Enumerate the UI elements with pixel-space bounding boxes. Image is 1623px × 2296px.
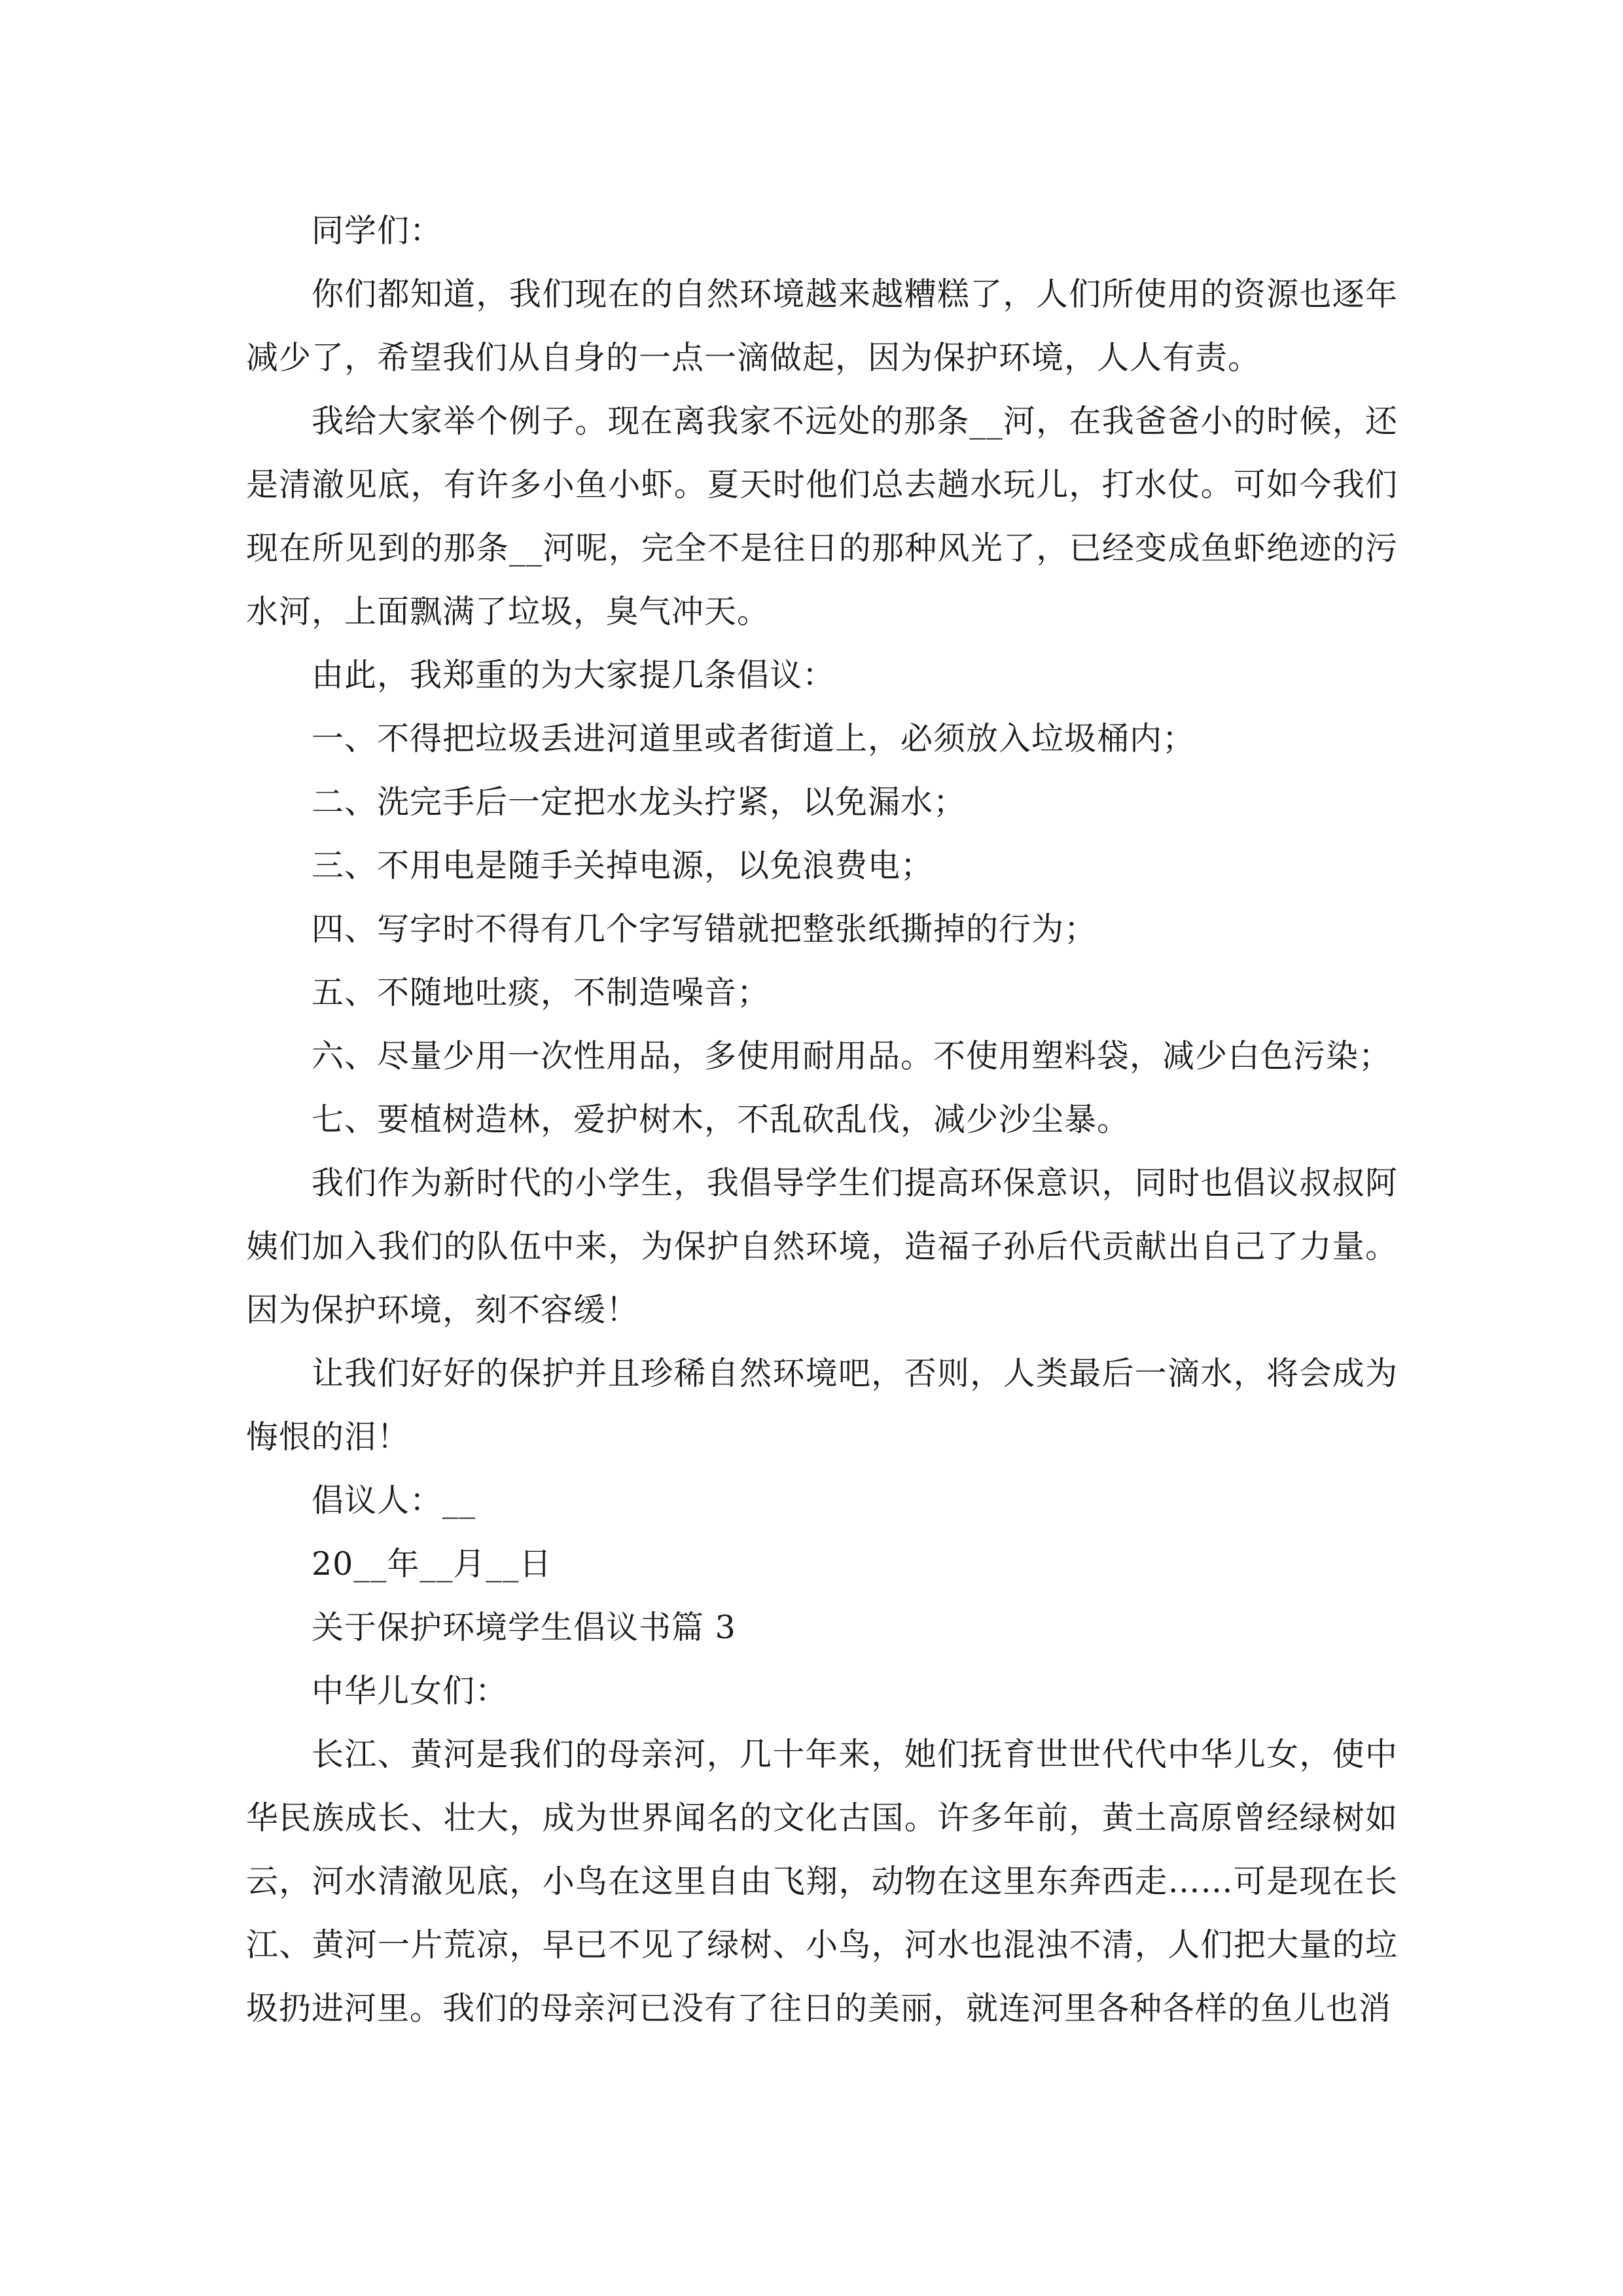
paragraph-rivers: 长江、黄河是我们的母亲河，几十年来，她们抚育世世代代中华儿女，使中华民族成长、壮大，成为世界闻名的文化古国。许多年前，黄土高原曾经绿树如云，河水清澈见底，小鸟在这里自由飞翔，动物在这里东奔西走……可是现在长江、黄河一片荒凉，早已不见了绿树、小鸟，河水也混浊不清，人们把大量的垃圾扔进河里。我们的母亲河已没有了往日的美丽，就连河里各种各样的鱼儿也消 bbox=[246, 1736, 1398, 2027]
paragraph-closing: 让我们好好的保护并且珍稀自然环境吧，否则，人类最后一滴水，将会成为悔恨的泪！ bbox=[246, 1355, 1398, 1456]
proposal-item-6: 六、尽量少用一次性用品，多使用耐用品。不使用塑料袋，减少白色污染； bbox=[312, 1037, 1392, 1075]
signature-line: 倡议人：__ bbox=[312, 1482, 476, 1519]
paragraph-intro: 你们都知道，我们现在的自然环境越来越糟糕了，人们所使用的资源也逐年减少了，希望我们从自身的一点一滴做起，因为保护环境，人人有责。 bbox=[246, 276, 1398, 376]
proposal-item-3: 三、不用电是随手关掉电源，以免浪费电； bbox=[312, 847, 934, 884]
paragraph-example: 我给大家举个例子。现在离我家不远处的那条__河，在我爸爸小的时候，还是清澈见底，有许多小鱼小虾。夏天时他们总去趟水玩儿，打水仗。可如今我们现在所见到的那条__河呢，完全不是往日的那种风光了，已经变成鱼虾绝迹的污水河，上面飘满了垃圾，臭气冲天。 bbox=[246, 403, 1398, 630]
document-body bbox=[246, 199, 1398, 2040]
paragraph-proposal-lead: 由此，我郑重的为大家提几条倡议： bbox=[312, 656, 836, 694]
proposal-item-7: 七、要植树造林，爱护树木，不乱砍乱伐，减少沙尘暴。 bbox=[312, 1101, 1130, 1138]
proposal-item-5: 五、不随地吐痰，不制造噪音； bbox=[312, 974, 770, 1011]
date-line: 20__年__月__日 bbox=[312, 1545, 552, 1583]
proposal-item-1: 一、不得把垃圾丢进河道里或者街道上，必须放入垃圾桶内； bbox=[312, 720, 1196, 757]
salutation: 同学们： bbox=[312, 212, 443, 249]
proposal-item-2: 二、洗完手后一定把水龙头拧紧，以免漏水； bbox=[312, 783, 967, 821]
salutation-2: 中华儿女们： bbox=[312, 1672, 508, 1710]
paragraph-call: 我们作为新时代的小学生，我倡导学生们提高环保意识，同时也倡议叔叔阿姨们加入我们的队伍中来，为保护自然环境，造福子孙后代贡献出自己了力量。因为保护环境，刻不容缓！ bbox=[246, 1164, 1398, 1329]
section-title: 关于保护环境学生倡议书篇 3 bbox=[312, 1609, 736, 1646]
proposal-item-4: 四、写字时不得有几个字写错就把整张纸撕掉的行为； bbox=[312, 910, 1097, 948]
